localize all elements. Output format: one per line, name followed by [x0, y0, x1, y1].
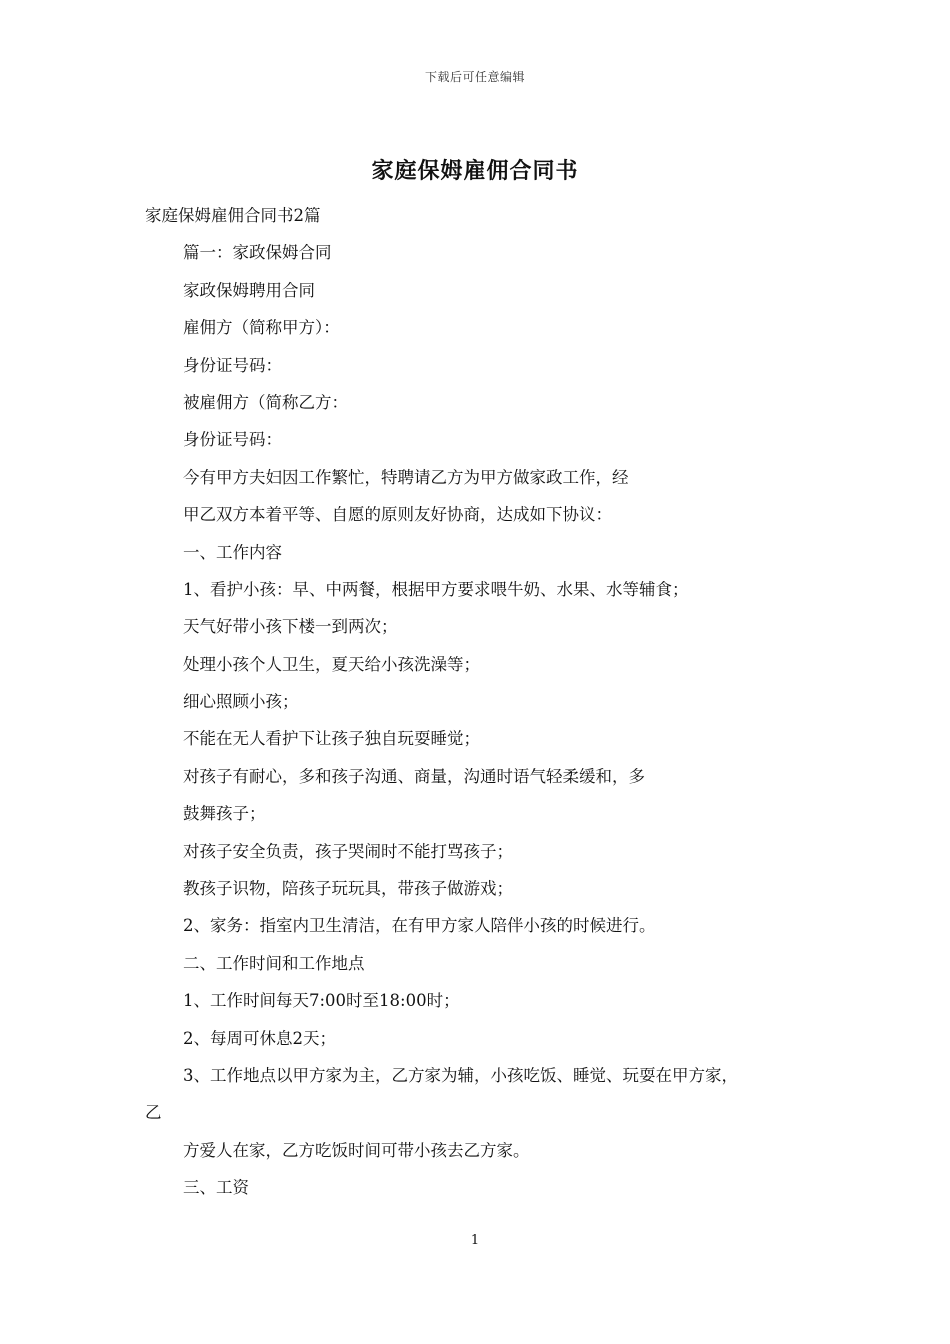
paragraph-line: 今有甲方夫妇因工作繁忙，特聘请乙方为甲方做家政工作，经 [183, 467, 629, 487]
paragraph-line: 教孩子识物，陪孩子玩玩具，带孩子做游戏； [183, 879, 513, 899]
paragraph-line: 家政保姆聘用合同 [183, 280, 315, 300]
paragraph-line: 身份证号码： [183, 355, 282, 375]
header-note: 下载后可任意编辑 [424, 70, 525, 84]
paragraph-line: 鼓舞孩子； [183, 804, 266, 824]
paragraph-line: 二、工作时间和工作地点 [183, 953, 365, 973]
paragraph-line: 方爱人在家，乙方吃饭时间可带小孩去乙方家。 [183, 1140, 530, 1160]
paragraph-line: 1、工作时间每天7:00时至18:00时； [183, 991, 460, 1011]
paragraph-line: 三、工资 [183, 1178, 249, 1198]
paragraph-line: 处理小孩个人卫生，夏天给小孩洗澡等； [183, 654, 480, 674]
paragraph-line: 被雇佣方（简称乙方： [183, 392, 348, 412]
paragraph-line: 一、工作内容 [183, 542, 282, 562]
page-number: 1 [470, 1233, 480, 1248]
paragraph-line: 3、工作地点以甲方家为主，乙方家为辅，小孩吃饭、睡觉、玩耍在甲方家， [183, 1065, 738, 1085]
paragraph-line: 2、每周可休息2天； [183, 1028, 336, 1048]
paragraph-line: 1、看护小孩：早、中两餐，根据甲方要求喂牛奶、水果、水等辅食； [183, 579, 689, 599]
document-body [145, 197, 835, 1207]
paragraph-line: 对孩子有耐心，多和孩子沟通、商量，沟通时语气轻柔缓和，多 [183, 766, 645, 786]
paragraph-line: 甲乙双方本着平等、自愿的原则友好协商，达成如下协议： [183, 505, 612, 525]
paragraph-line: 篇一：家政保姆合同 [183, 243, 332, 263]
paragraph-line: 不能在无人看护下让孩子独自玩耍睡觉； [183, 729, 480, 749]
paragraph-line: 细心照顾小孩； [183, 692, 299, 712]
paragraph-line: 身份证号码： [183, 430, 282, 450]
paragraph-line: 乙 [145, 1103, 162, 1123]
paragraph-line: 雇佣方（简称甲方）： [183, 318, 340, 338]
paragraph-line: 家庭保姆雇佣合同书2篇 [145, 206, 321, 225]
paragraph-line: 对孩子安全负责，孩子哭闹时不能打骂孩子； [183, 841, 513, 861]
paragraph-line: 天气好带小孩下楼一到两次； [183, 617, 398, 637]
document-title: 家庭保姆雇佣合同书 [371, 158, 579, 184]
paragraph-line: 2、家务：指室内卫生清洁，在有甲方家人陪伴小孩的时候进行。 [183, 916, 656, 936]
